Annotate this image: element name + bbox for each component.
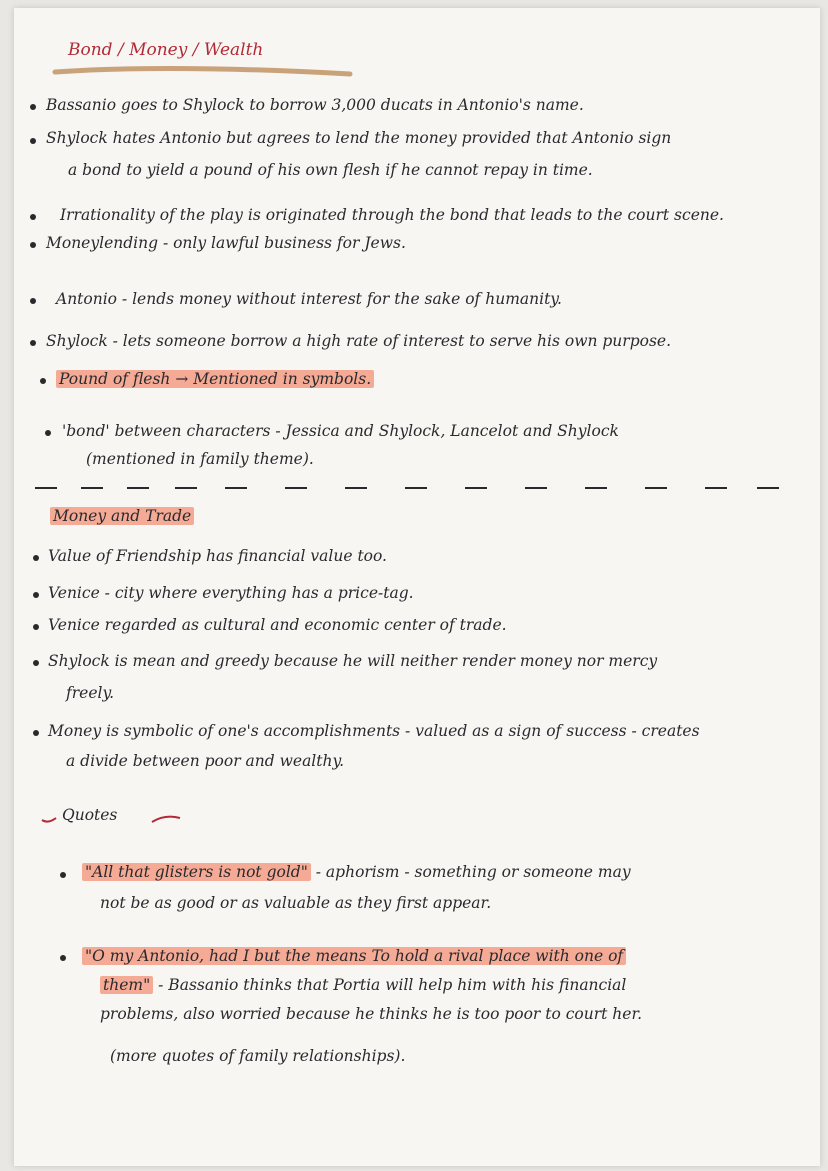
- bullet-icon: [33, 660, 39, 666]
- section-title-money-trade: Money and Trade: [50, 506, 828, 526]
- quote-1: "All that glisters is not gold" - aphorism - something or someone may: [82, 862, 828, 882]
- list-item: Money is symbolic of one's accomplishments - valued as a sign of success - creates: [48, 722, 700, 740]
- bullet-icon: [33, 592, 39, 598]
- bullet-icon: [33, 555, 39, 561]
- list-item: Venice regarded as cultural and economic center of trade.: [48, 616, 507, 634]
- list-item: Irrationality of the play is originated through the bond that leads to the court scene.: [60, 206, 724, 224]
- quote-1-explanation: not be as good or as valuable as they first appear.: [100, 894, 492, 912]
- quote-2-explanation: problems, also worried because he thinks he is too poor to court her.: [100, 1005, 643, 1023]
- dashed-divider: [35, 487, 775, 491]
- bullet-icon: [30, 104, 36, 110]
- quote-2: "O my Antonio, had I but the means To hold a rival place with one of: [82, 946, 828, 966]
- quote-2-line2: them" - Bassanio thinks that Portia will help him with his financial: [100, 975, 828, 995]
- list-item: (mentioned in family theme).: [86, 450, 314, 468]
- list-item: Value of Friendship has financial value too.: [48, 547, 387, 565]
- section-title-bond: Bond / Money / Wealth: [68, 40, 264, 60]
- section-title-quotes: Quotes: [62, 806, 118, 824]
- list-item: Shylock - lets someone borrow a high rate of interest to serve his own purpose.: [46, 332, 672, 350]
- bullet-icon: [60, 955, 66, 961]
- list-item: 'bond' between characters - Jessica and Shylock, Lancelot and Shylock: [62, 422, 619, 440]
- list-item: Shylock is mean and greedy because he will neither render money nor mercy: [48, 652, 658, 670]
- bullet-icon: [33, 730, 39, 736]
- list-item: Bassanio goes to Shylock to borrow 3,000 ducats in Antonio's name.: [46, 96, 584, 114]
- bullet-icon: [30, 298, 36, 304]
- list-item: freely.: [66, 684, 115, 702]
- bullet-icon: [30, 214, 36, 220]
- note: (more quotes of family relationships).: [110, 1047, 406, 1065]
- bullet-icon: [30, 138, 36, 144]
- bullet-icon: [40, 378, 46, 384]
- list-item: a divide between poor and wealthy.: [66, 752, 345, 770]
- check-mark-icon: [40, 812, 60, 828]
- bullet-icon: [60, 872, 66, 878]
- list-item: a bond to yield a pound of his own flesh if he cannot repay in time.: [68, 161, 593, 179]
- bullet-icon: [33, 624, 39, 630]
- list-item: Shylock hates Antonio but agrees to lend the money provided that Antonio sign: [46, 129, 672, 147]
- list-item: Venice - city where everything has a price-tag.: [48, 584, 414, 602]
- bullet-icon: [45, 430, 51, 436]
- list-item-highlighted: Pound of flesh → Mentioned in symbols.: [56, 369, 828, 389]
- bullet-icon: [30, 242, 36, 248]
- list-item: Moneylending - only lawful business for Jews.: [46, 234, 406, 252]
- list-item: Antonio - lends money without interest for the sake of humanity.: [56, 290, 562, 308]
- bullet-icon: [30, 340, 36, 346]
- heading-underline: [50, 62, 360, 82]
- underline-icon: [150, 812, 190, 828]
